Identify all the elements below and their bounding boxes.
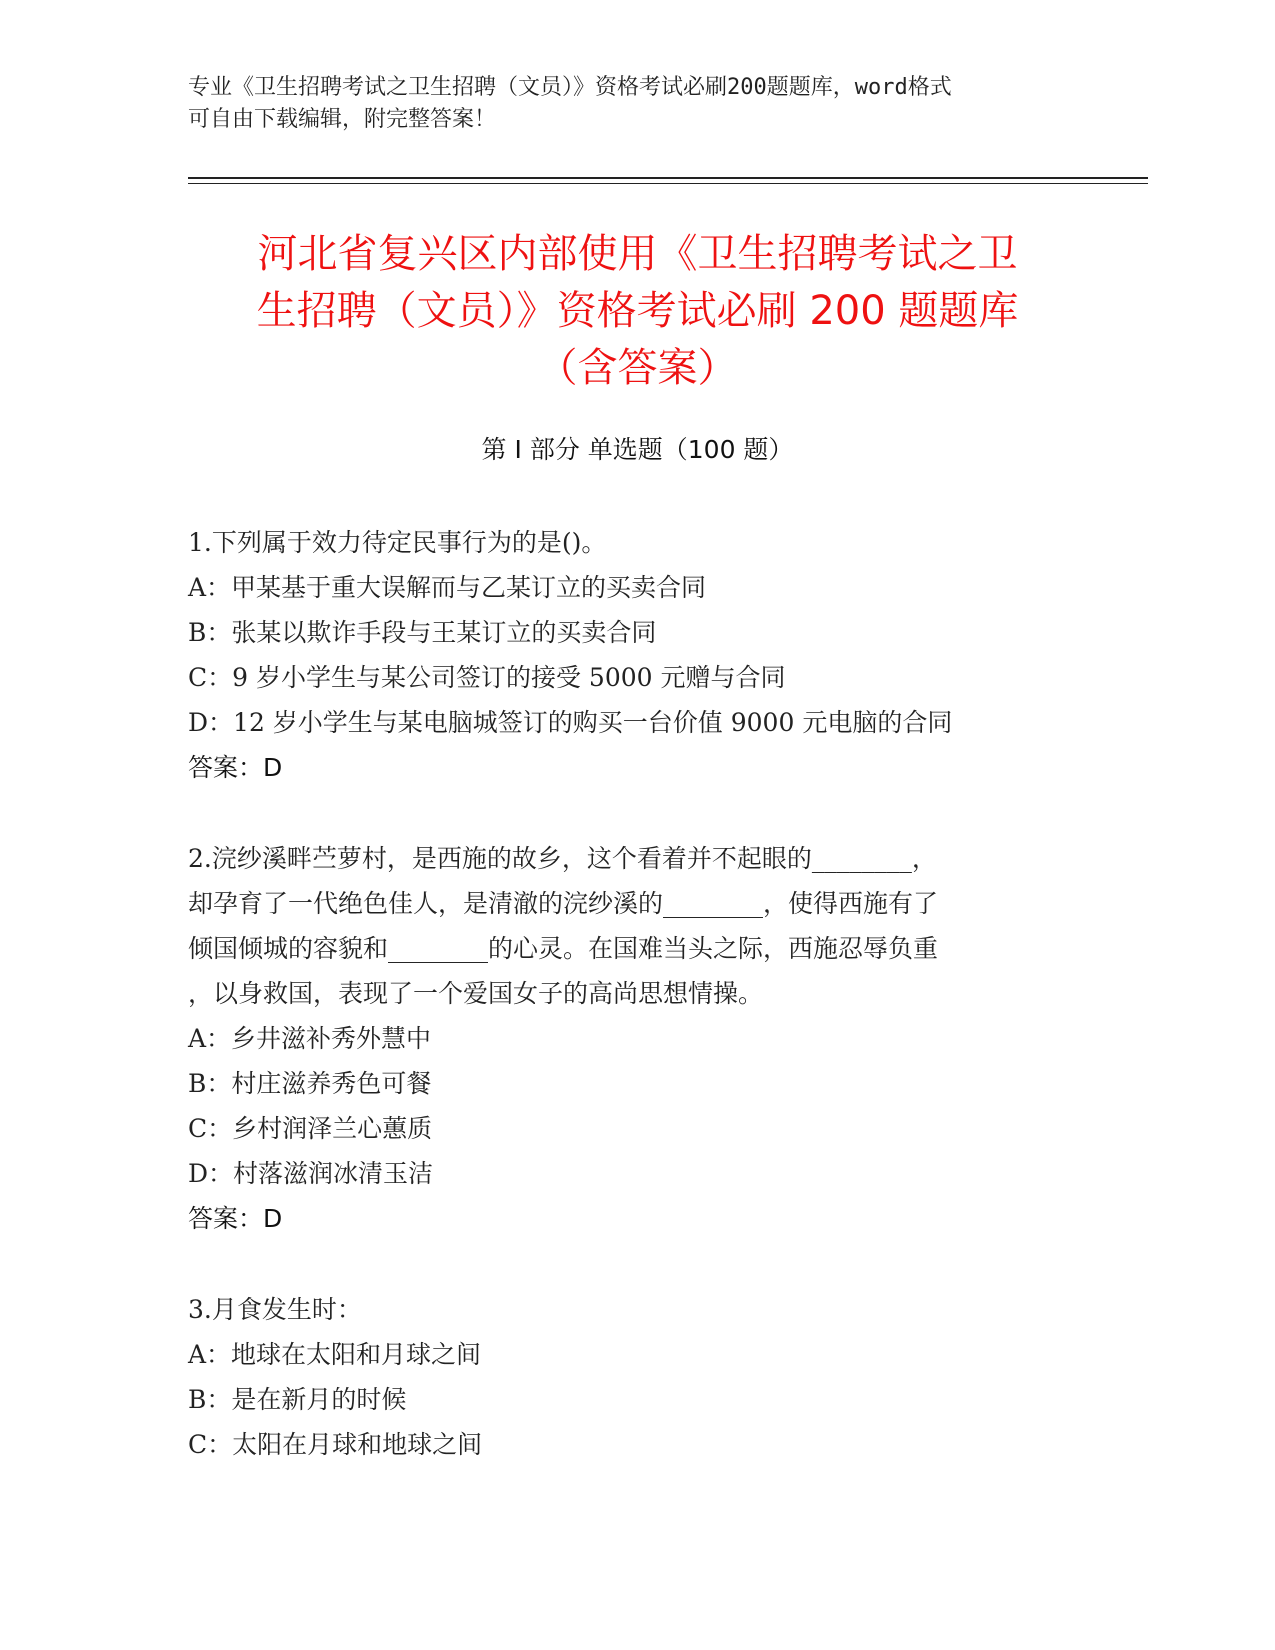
question-option-b: B：村庄滋养秀色可餐	[188, 1069, 432, 1098]
header-divider-thin	[188, 183, 1148, 184]
document-title	[150, 226, 1125, 397]
question-option-c: C：太阳在月球和地球之间	[188, 1430, 483, 1459]
question-stem-line: 1.下列属于效力待定民事行为的是()。	[188, 528, 607, 557]
question-option-d: D：12 岁小学生与某电脑城签订的购买一台价值 9000 元电脑的合同	[188, 708, 953, 737]
header-note-line-1: 专业《卫生招聘考试之卫生招聘（文员）》资格考试必刷200题题库，word格式	[188, 75, 952, 100]
question-stem-line: 倾国倾城的容貌和________的心灵。在国难当头之际，西施忍辱负重	[188, 934, 939, 963]
question-answer: 答案：D	[188, 753, 283, 782]
question-option-c: C：乡村润泽兰心蕙质	[188, 1114, 433, 1143]
question-spacer	[188, 790, 1068, 836]
question-option-b: B：是在新月的时候	[188, 1385, 407, 1414]
question-option-a: A：地球在太阳和月球之间	[188, 1340, 482, 1369]
question-option-c: C：9 岁小学生与某公司签订的接受 5000 元赠与合同	[188, 663, 786, 692]
question-spacer	[188, 1241, 1068, 1287]
question-stem-line: 3.月食发生时：	[188, 1295, 362, 1324]
question-stem-line: 2.浣纱溪畔苎萝村，是西施的故乡，这个看着并不起眼的________，	[188, 844, 937, 873]
question-stem-line: ，以身救国，表现了一个爱国女子的高尚思想情操。	[188, 979, 764, 1008]
question-1	[188, 520, 1068, 790]
question-option-b: B：张某以欺诈手段与王某订立的买卖合同	[188, 618, 657, 647]
question-3	[188, 1287, 1068, 1467]
document-title-line-1: 河北省复兴区内部使用《卫生招聘考试之卫	[257, 231, 1018, 277]
document-title-line-3: （含答案）	[537, 345, 738, 391]
header-divider-thick	[188, 177, 1148, 179]
question-list	[188, 520, 1068, 1467]
document-title-line-2: 生招聘（文员）》资格考试必刷 200 题题库	[256, 288, 1019, 334]
header-note-line-2: 可自由下载编辑，附完整答案！	[188, 107, 497, 132]
question-option-a: A：乡井滋补秀外慧中	[188, 1024, 432, 1053]
question-2	[188, 836, 1068, 1241]
question-option-d: D：村落滋润冰清玉洁	[188, 1159, 434, 1188]
header-note	[188, 72, 1068, 136]
question-option-a: A：甲某基于重大误解而与乙某订立的买卖合同	[188, 573, 707, 602]
question-answer: 答案：D	[188, 1204, 283, 1233]
question-stem-line: 却孕育了一代绝色佳人，是清澈的浣纱溪的________，使得西施有了	[188, 889, 939, 918]
section-title: 第 I 部分 单选题（100 题）	[481, 435, 794, 464]
